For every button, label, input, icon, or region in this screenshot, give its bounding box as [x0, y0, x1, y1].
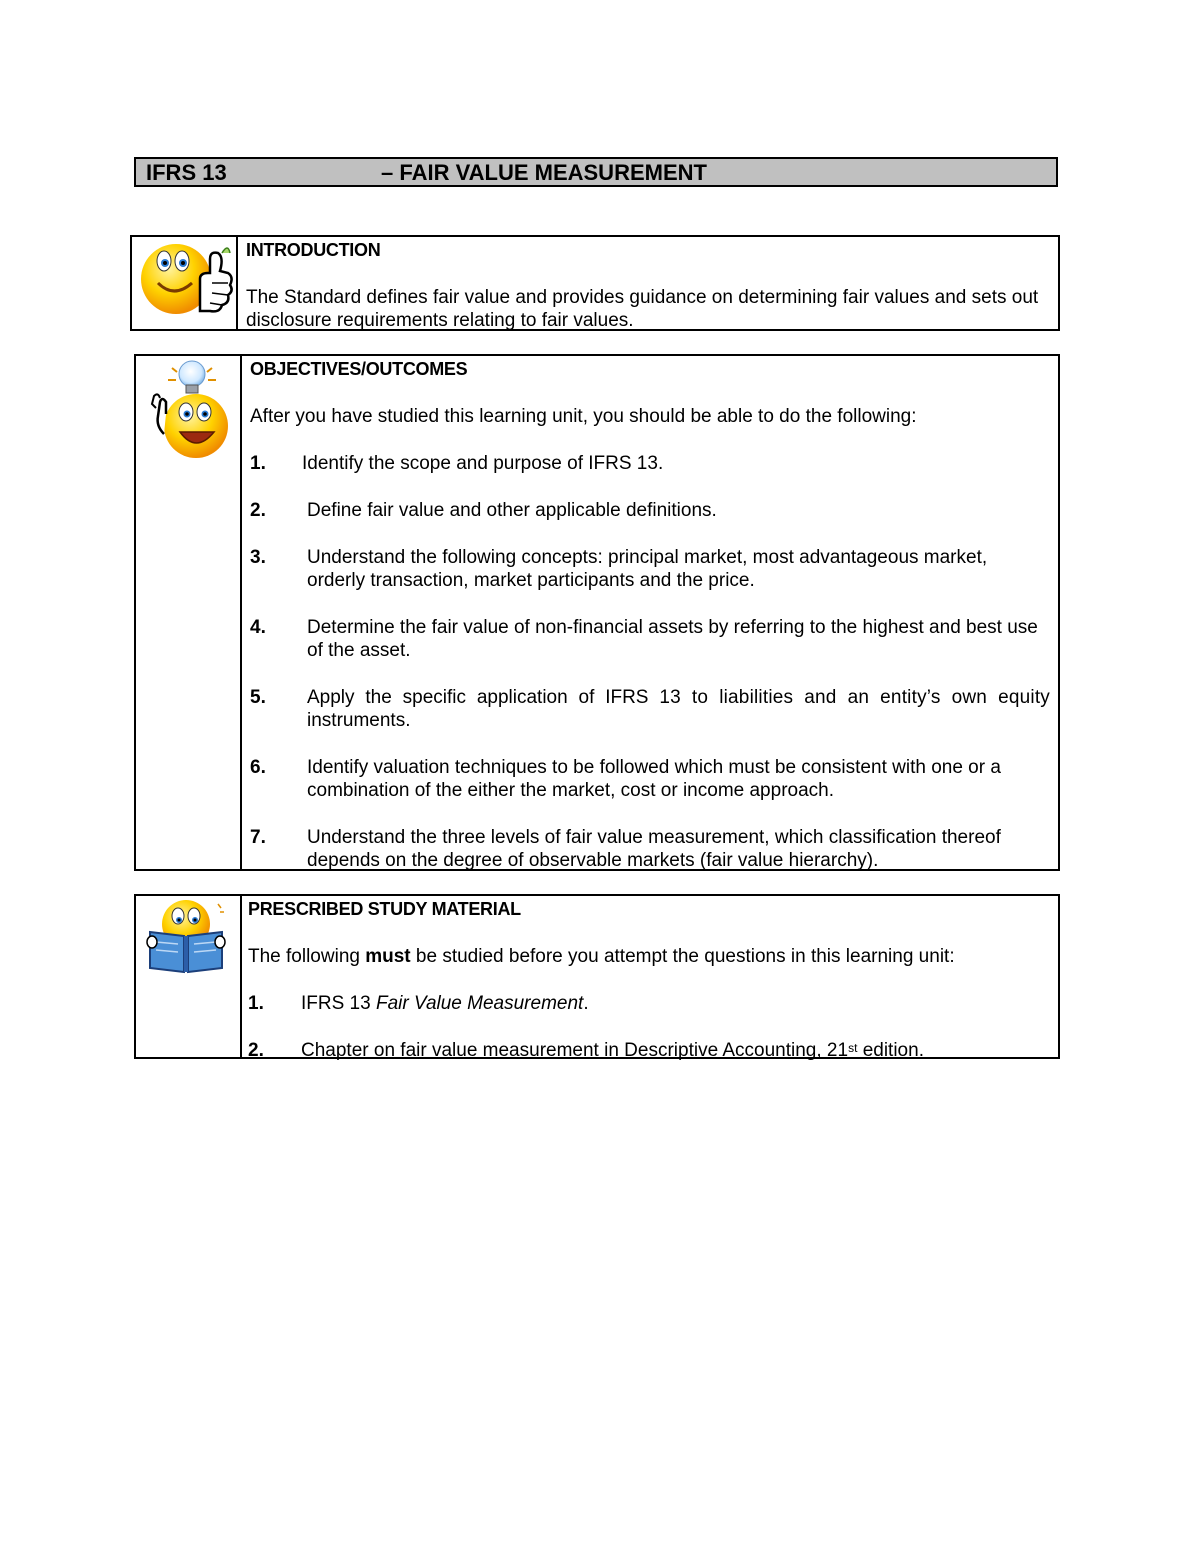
study-material-heading: PRESCRIBED STUDY MATERIAL: [248, 899, 521, 919]
objective-item-6: [250, 756, 1050, 802]
objective-text: Understand the three levels of fair value measurement, which classification thereof depends on the degree of observable markets (fair value hierarchy).: [307, 827, 1001, 871]
objective-text: [307, 686, 1050, 732]
objective-item-5: [250, 686, 1050, 732]
study-material-intro: [248, 945, 1050, 968]
introduction-content: [246, 237, 1050, 332]
study-item-2: [248, 1039, 1050, 1062]
objective-text: Identify valuation techniques to be followed which must be consistent with one or a combination of the either the market, cost or income approach.: [307, 757, 1001, 801]
objective-number: 7.: [250, 827, 266, 848]
lightbulb-smiley-icon: [144, 358, 236, 466]
objective-number: 3.: [250, 547, 266, 568]
introduction-icon-cell: [132, 237, 238, 329]
title-code: IFRS 13: [146, 160, 227, 185]
objective-number: 4.: [250, 617, 266, 638]
study-material-content: [248, 896, 1050, 1062]
introduction-text: The Standard defines fair value and provides guidance on determining fair values and sets out disclosure requirements relating to fair values.: [246, 287, 1039, 331]
study-material-box: [134, 894, 1060, 1059]
objective-text: Understand the following concepts: principal market, most advantageous market, orderly transaction, market participants and the price.: [307, 547, 988, 591]
objective-text: Identify the scope and purpose of IFRS 13.: [302, 453, 664, 474]
objective-item-7: [250, 826, 1050, 872]
study-intro-bold: must: [365, 946, 411, 967]
study-item-1: [248, 992, 1050, 1015]
study-intro-part-a: The following: [248, 946, 366, 967]
study-item-text-b: edition.: [857, 1040, 924, 1061]
study-item-text-italic: Fair Value Measurement: [375, 993, 584, 1014]
objectives-content: [250, 356, 1050, 872]
objective-item-4: [250, 616, 1050, 662]
objective-text-part-c: instruments.: [307, 710, 411, 731]
introduction-heading: INTRODUCTION: [246, 240, 381, 260]
objectives-heading: OBJECTIVES/OUTCOMES: [250, 359, 468, 379]
study-item-number: 2.: [248, 1040, 264, 1061]
objective-text-part-a: Apply the specific application of IFRS: [307, 687, 660, 708]
introduction-box: [130, 235, 1060, 331]
study-item-sup: st: [848, 1041, 858, 1055]
study-item-text-b: .: [583, 993, 589, 1014]
page-title-bar: [134, 157, 1058, 187]
objectives-icon-cell: [136, 356, 242, 869]
objective-text: Define fair value and other applicable definitions.: [307, 500, 717, 521]
title-name: – FAIR VALUE MEASUREMENT: [381, 160, 707, 185]
reading-book-smiley-icon: [146, 898, 228, 974]
study-intro-part-b: be studied before you attempt the questions in this learning unit:: [410, 946, 955, 967]
objective-item-3: [250, 546, 1050, 592]
objective-text: Determine the fair value of non-financial assets by referring to the highest and best use of the asset.: [307, 617, 1038, 661]
study-item-text-a: Chapter on fair value measurement in Descriptive Accounting, 21: [301, 1040, 849, 1061]
objective-number: 5.: [250, 687, 266, 708]
study-item-text: [301, 992, 1050, 1015]
objective-item-1: [250, 452, 1050, 475]
objective-number: 6.: [250, 757, 266, 778]
study-item-text: [301, 1039, 1050, 1062]
study-item-text-a: IFRS 13: [301, 993, 376, 1014]
objectives-intro: After you have studied this learning unit, you should be able to do the following:: [250, 406, 917, 427]
objectives-box: [134, 354, 1060, 871]
study-item-number: 1.: [248, 993, 264, 1014]
thumbs-up-smiley-icon: [138, 239, 234, 321]
objective-item-2: [250, 499, 1050, 522]
study-material-icon-cell: [136, 896, 242, 1057]
objective-text-part-b: 13 to liabilities and an entity’s own equity: [659, 687, 1051, 708]
objective-number: 1.: [250, 453, 266, 474]
objective-number: 2.: [250, 500, 266, 521]
